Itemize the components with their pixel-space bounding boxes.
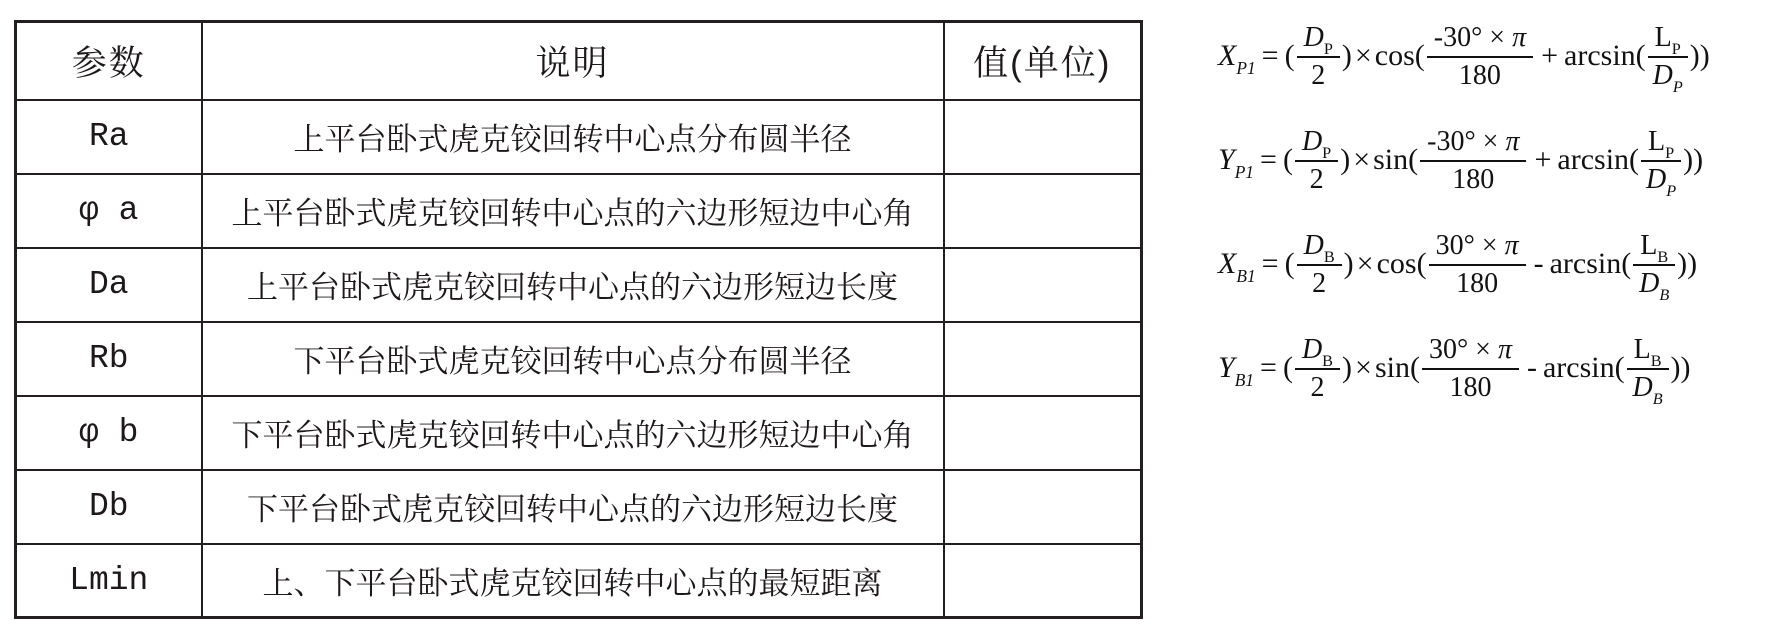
- operator-sign: +: [1534, 143, 1552, 176]
- multiply-sign: ×: [1356, 247, 1374, 280]
- value-cell: [944, 470, 1142, 544]
- multiply-sign: ×: [1354, 39, 1372, 72]
- arcsin-function: arcsin(: [1549, 247, 1632, 280]
- left-paren: (: [1282, 143, 1293, 176]
- right-paren: ): [1340, 143, 1351, 176]
- table-row: [16, 396, 1142, 470]
- equals-sign: =: [1261, 39, 1279, 72]
- header-param: 参数: [16, 22, 202, 100]
- param-cell: Ra: [16, 100, 202, 174]
- fraction-dp-over-2: $\frac{D_P}{2}$: [1297, 23, 1340, 90]
- fraction-lb-over-db: $\frac{L_B}{D_B}$: [1633, 231, 1675, 298]
- operator-sign: -: [1526, 351, 1537, 384]
- fraction-lp-over-dp: $\frac{L_P}{D_P}$: [1648, 23, 1688, 90]
- desc-cell: 上平台卧式虎克铰回转中心点的六边形短边中心角: [202, 174, 944, 248]
- fraction-dp-over-2: $\frac{D_P}{2}$: [1295, 127, 1338, 194]
- parameter-table: [14, 20, 1143, 619]
- param-cell: Rb: [16, 322, 202, 396]
- value-cell: [944, 544, 1142, 618]
- formula-y-b1: [1218, 324, 1774, 412]
- trig-function: cos(: [1376, 247, 1427, 280]
- param-cell: Db: [16, 470, 202, 544]
- desc-cell: 下平台卧式虎克铰回转中心点的六边形短边长度: [202, 470, 944, 544]
- param-cell: Da: [16, 248, 202, 322]
- equals-sign: =: [1260, 351, 1277, 384]
- fraction-angle-over-180: $\frac{-30^\circ \times \pi}{180}$: [1427, 23, 1533, 90]
- formula-lhs: Y: [1218, 351, 1235, 384]
- fraction-angle-over-180: $\frac{30^\circ \times \pi}{180}$: [1422, 335, 1519, 402]
- param-cell: φ b: [16, 396, 202, 470]
- fraction-angle-over-180: $\frac{30^\circ \times \pi}{180}$: [1429, 231, 1526, 298]
- closing-parens: )): [1683, 143, 1704, 176]
- pi-symbol: π: [1512, 21, 1527, 53]
- trig-function: cos(: [1374, 39, 1425, 72]
- right-paren: ): [1343, 247, 1354, 280]
- multiply-sign: ×: [1355, 351, 1372, 384]
- formula-lhs-subscript: B1: [1236, 265, 1256, 286]
- formula-lhs-subscript: P1: [1236, 57, 1256, 78]
- arcsin-function: arcsin(: [1564, 39, 1646, 72]
- fraction-lp-over-dp: $\frac{L_P}{D_P}$: [1641, 127, 1681, 194]
- formula-x-b1: [1218, 220, 1774, 308]
- desc-cell: 下平台卧式虎克铰回转中心点的六边形短边中心角: [202, 396, 944, 470]
- closing-parens: )): [1689, 39, 1710, 72]
- closing-parens: )): [1677, 247, 1698, 280]
- formula-block: [1218, 12, 1774, 412]
- pi-symbol: π: [1497, 333, 1512, 365]
- formula-lhs: X: [1218, 247, 1237, 280]
- fraction-lb-over-db: $\frac{L_B}{D_B}$: [1627, 335, 1669, 402]
- closing-parens: )): [1670, 351, 1691, 384]
- pi-symbol: π: [1504, 229, 1519, 261]
- arcsin-function: arcsin(: [1542, 351, 1625, 384]
- value-cell: [944, 248, 1142, 322]
- value-cell: [944, 100, 1142, 174]
- value-cell: [944, 396, 1142, 470]
- operator-sign: -: [1533, 247, 1544, 280]
- right-paren: ): [1342, 351, 1353, 384]
- fraction-db-over-2: $\frac{D_B}{2}$: [1295, 335, 1340, 402]
- pi-symbol: π: [1505, 125, 1520, 157]
- table-header-row: [16, 22, 1142, 100]
- formula-y-p1: [1218, 116, 1774, 204]
- equals-sign: =: [1260, 143, 1277, 176]
- value-cell: [944, 322, 1142, 396]
- header-value: 值(单位): [944, 22, 1142, 100]
- table-row: [16, 248, 1142, 322]
- formula-lhs: Y: [1218, 143, 1235, 176]
- fraction-angle-over-180: $\frac{-30^\circ \times \pi}{180}$: [1420, 127, 1526, 194]
- fraction-db-over-2: $\frac{D_B}{2}$: [1297, 231, 1342, 298]
- formula-lhs: X: [1218, 39, 1237, 72]
- trig-function: sin(: [1373, 143, 1419, 176]
- desc-cell: 上平台卧式虎克铰回转中心点分布圆半径: [202, 100, 944, 174]
- multiply-sign: ×: [1353, 143, 1371, 176]
- operator-sign: +: [1541, 39, 1559, 72]
- header-desc: 说明: [202, 22, 944, 100]
- param-cell: φ a: [16, 174, 202, 248]
- formula-lhs-subscript: P1: [1234, 161, 1255, 182]
- table-row: [16, 100, 1142, 174]
- left-paren: (: [1284, 39, 1295, 72]
- left-paren: (: [1284, 247, 1295, 280]
- table-row: [16, 174, 1142, 248]
- formula-x-p1: [1218, 12, 1774, 100]
- formula-lhs-subscript: B1: [1234, 369, 1255, 390]
- value-cell: [944, 174, 1142, 248]
- table-row: [16, 544, 1142, 618]
- left-paren: (: [1282, 351, 1293, 384]
- desc-cell: 上平台卧式虎克铰回转中心点的六边形短边长度: [202, 248, 944, 322]
- param-cell: Lmin: [16, 544, 202, 618]
- arcsin-function: arcsin(: [1557, 143, 1640, 176]
- desc-cell: 上、下平台卧式虎克铰回转中心点的最短距离: [202, 544, 944, 618]
- trig-function: sin(: [1374, 351, 1420, 384]
- desc-cell: 下平台卧式虎克铰回转中心点分布圆半径: [202, 322, 944, 396]
- table-row: [16, 470, 1142, 544]
- equals-sign: =: [1261, 247, 1279, 280]
- right-paren: ): [1341, 39, 1352, 72]
- table-row: [16, 322, 1142, 396]
